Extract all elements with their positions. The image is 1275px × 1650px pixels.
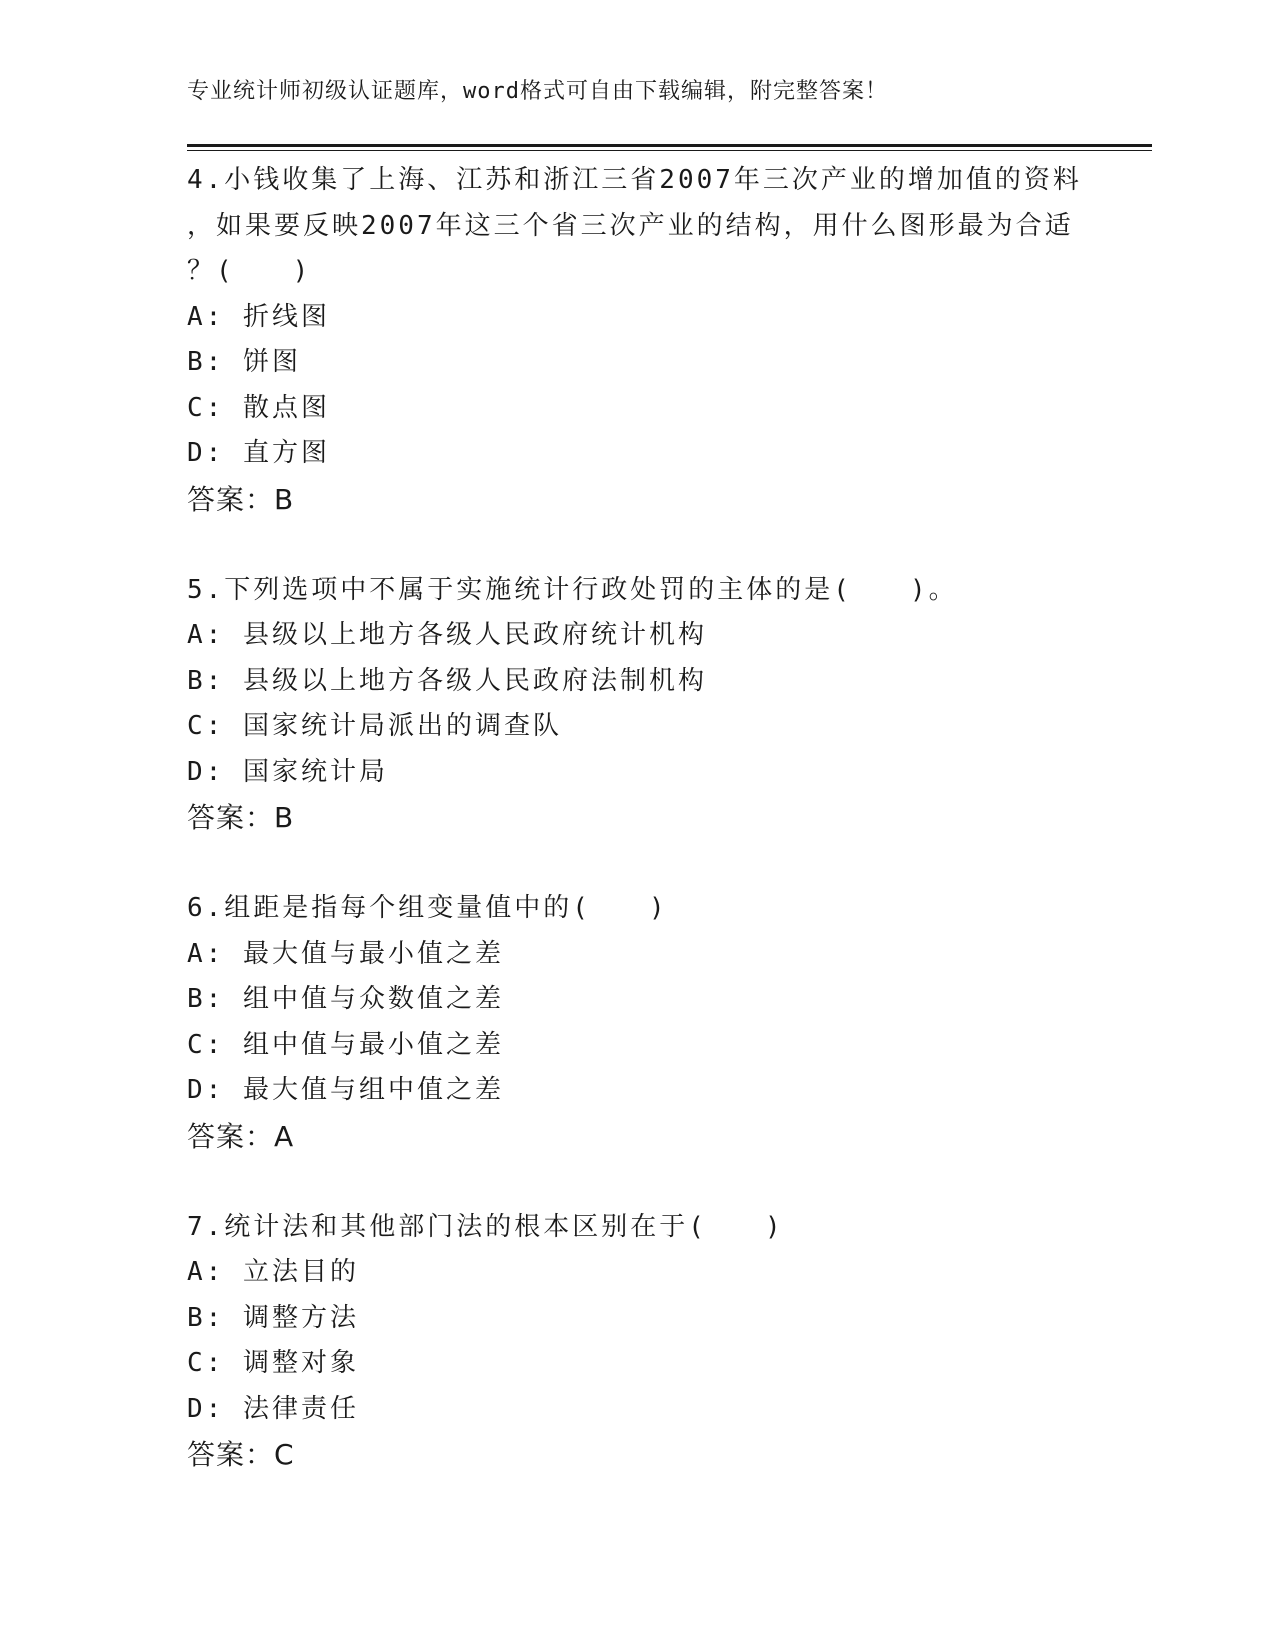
question-stem: 4.小钱收集了上海、江苏和浙江三省2007年三次产业的增加值的资料 [187, 165, 1082, 195]
answer: 答案：B [187, 482, 295, 516]
option-b: B: 饼图 [187, 347, 301, 377]
document-header: 专业统计师初级认证题库，word格式可自由下载编辑，附完整答案！ [187, 79, 888, 104]
question-list [187, 158, 1152, 1478]
option-a: A: 最大值与最小值之差 [187, 938, 504, 969]
question-block [187, 158, 1152, 522]
answer: 答案：B [187, 801, 295, 834]
question-stem: ？( ) [187, 256, 312, 286]
answer: 答案：C [187, 1438, 295, 1471]
question-block [187, 568, 1152, 841]
option-c: C: 国家统计局派出的调查队 [187, 711, 562, 741]
option-c: C: 组中值与最小值之差 [187, 1029, 504, 1060]
option-b: B: 组中值与众数值之差 [187, 984, 504, 1014]
question-block [187, 886, 1152, 1159]
option-d: D: 最大值与组中值之差 [187, 1075, 504, 1105]
question-stem: 7.统计法和其他部门法的根本区别在于( ) [187, 1211, 784, 1242]
question-stem: ，如果要反映2007年这三个省三次产业的结构，用什么图形最为合适 [187, 210, 1074, 241]
option-a: A: 立法目的 [187, 1257, 359, 1287]
question-stem: 5.下列选项中不属于实施统计行政处罚的主体的是( )。 [187, 574, 958, 605]
spacer [187, 1159, 1152, 1205]
answer: 答案：A [187, 1119, 295, 1153]
option-d: D: 国家统计局 [187, 756, 388, 787]
option-b: B: 县级以上地方各级人民政府法制机构 [187, 665, 707, 696]
option-a: A: 折线图 [187, 301, 330, 332]
option-c: C: 调整对象 [187, 1348, 359, 1378]
option-a: A: 县级以上地方各级人民政府统计机构 [187, 620, 707, 650]
option-d: D: 法律责任 [187, 1393, 359, 1424]
header-rule-thin [187, 150, 1152, 151]
option-d: D: 直方图 [187, 438, 330, 468]
spacer [187, 522, 1152, 568]
question-stem: 6.组距是指每个组变量值中的( ) [187, 893, 668, 923]
question-block [187, 1205, 1152, 1478]
option-c: C: 散点图 [187, 392, 330, 423]
spacer [187, 841, 1152, 887]
option-b: B: 调整方法 [187, 1302, 359, 1333]
header-rule-thick [187, 144, 1152, 147]
